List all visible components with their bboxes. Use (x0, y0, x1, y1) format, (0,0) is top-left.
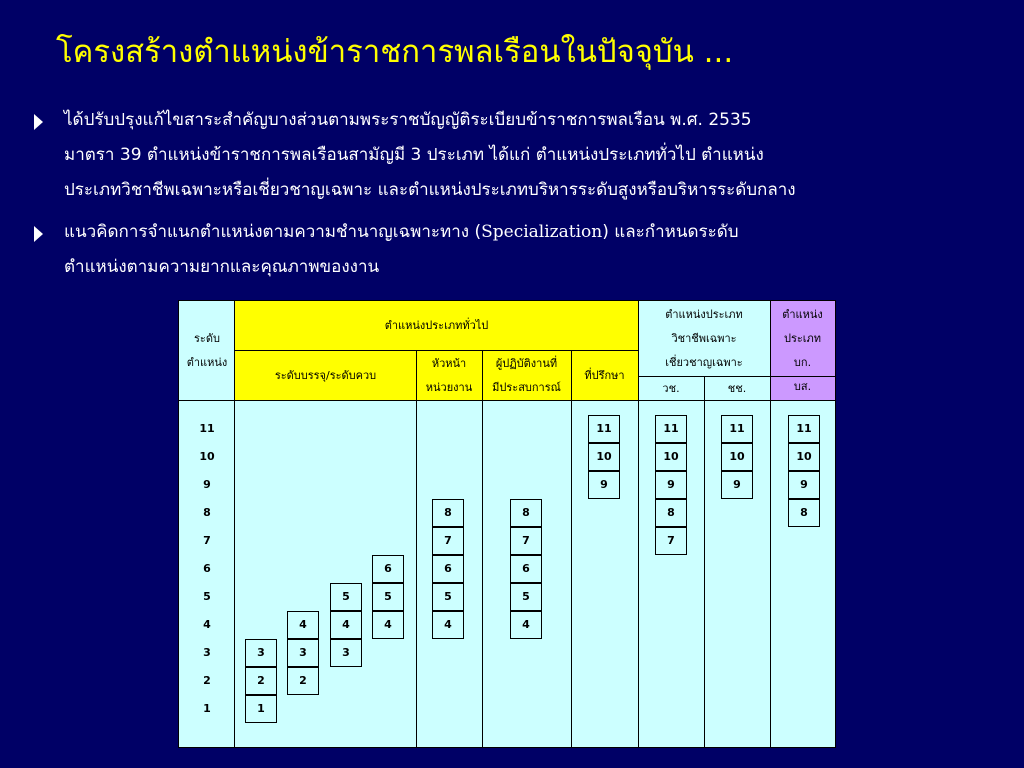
level-number: 8 (203, 506, 211, 519)
position-structure-table (178, 300, 836, 748)
level-number: 11 (199, 422, 215, 435)
unit-head-header (416, 351, 482, 401)
level-header (179, 301, 235, 401)
column-divider (482, 351, 483, 747)
level-box: 10 (721, 443, 753, 471)
entry-level-label: ระดับบรรจุ/ระดับควบ (274, 369, 377, 382)
level-box: 2 (245, 667, 277, 695)
professional-header-line-2: วิชาชีพเฉพาะ (671, 332, 737, 345)
triangle-bullet-icon (34, 114, 43, 130)
bullet-paragraph-1 (34, 103, 796, 208)
experienced-staff-header (482, 351, 571, 401)
level-box: 5 (330, 583, 362, 611)
level-box: 11 (721, 415, 753, 443)
specialization-term: Specialization (481, 222, 603, 242)
level-number: 9 (203, 478, 211, 491)
level-box: 9 (588, 471, 620, 499)
level-box: 9 (721, 471, 753, 499)
level-box: 4 (510, 611, 542, 639)
level-number: 5 (203, 590, 211, 603)
level-number: 2 (203, 674, 211, 687)
column-divider (416, 351, 417, 747)
header-bottom-border (179, 400, 835, 401)
level-number: 3 (203, 646, 211, 659)
level-box: 5 (432, 583, 464, 611)
column-divider (770, 301, 771, 747)
executive-header-line-4: บส. (793, 380, 812, 393)
triangle-bullet-icon (34, 226, 43, 242)
professional-type-header (638, 301, 770, 377)
column-divider (704, 377, 705, 747)
level-box: 7 (432, 527, 464, 555)
advisor-header (571, 351, 638, 401)
column-divider (638, 301, 639, 747)
bullet-paragraph-2 (34, 215, 739, 285)
level-box: 9 (788, 471, 820, 499)
level-header-line-1: ระดับ (194, 332, 220, 345)
level-box: 7 (510, 527, 542, 555)
level-box: 4 (372, 611, 404, 639)
level-box: 1 (245, 695, 277, 723)
executive-header-line-3: บก. (793, 356, 812, 369)
level-box: 10 (655, 443, 687, 471)
level-box: 11 (788, 415, 820, 443)
executive-header-line-2: ประเภท (783, 332, 822, 345)
level-box: 3 (245, 639, 277, 667)
level-number: 1 (203, 702, 211, 715)
executive-header-line-1: ตำแหน่ง (782, 308, 823, 321)
level-box: 6 (432, 555, 464, 583)
page-title: โครงสร้างตำแหน่งข้าราชการพลเรือนในปัจจุบัน ... (56, 34, 734, 70)
level-box: 7 (655, 527, 687, 555)
level-box: 10 (588, 443, 620, 471)
level-box: 2 (287, 667, 319, 695)
executive-type-header (770, 301, 835, 401)
chch-header (704, 377, 770, 401)
level-box: 5 (372, 583, 404, 611)
level-box: 3 (287, 639, 319, 667)
level-box: 9 (655, 471, 687, 499)
entry-level-header (235, 351, 416, 401)
chch-label: ชช. (727, 382, 747, 395)
level-number: 10 (199, 450, 215, 463)
experienced-label-2: มีประสบการณ์ (492, 381, 561, 394)
level-box: 6 (372, 555, 404, 583)
experienced-label-1: ผู้ปฏิบัติงานที่ (495, 357, 558, 370)
level-box: 6 (510, 555, 542, 583)
level-number: 6 (203, 562, 211, 575)
bullet-2-text: แนวคิดการจำแนกตำแหน่งตามความชำนาญเฉพาะทาง ( (64, 222, 482, 242)
level-header-line-2: ตำแหน่ง (186, 356, 228, 369)
level-box: 3 (330, 639, 362, 667)
level-box: 8 (432, 499, 464, 527)
level-box: 11 (588, 415, 620, 443)
row-divider (770, 376, 835, 377)
column-divider (571, 351, 572, 747)
row-divider (235, 350, 638, 351)
bullet-1-line-1: ได้ปรับปรุงแก้ไขสาระสำคัญบางส่วนตามพระราชบัญญัติระเบียบข้าราชการพลเรือน พ.ศ. 2535 (64, 110, 752, 130)
level-box: 8 (655, 499, 687, 527)
level-box: 4 (330, 611, 362, 639)
level-number: 7 (203, 534, 211, 547)
advisor-label: ที่ปรึกษา (584, 369, 625, 382)
unit-head-label-1: หัวหน้า (431, 357, 467, 370)
level-box: 4 (432, 611, 464, 639)
level-box: 11 (655, 415, 687, 443)
wch-label: วช. (662, 382, 680, 395)
wch-header (638, 377, 704, 401)
level-box: 8 (510, 499, 542, 527)
row-divider (638, 376, 770, 377)
level-box: 8 (788, 499, 820, 527)
bullet-2-line-1 (34, 215, 739, 250)
bullet-2-line-2: ตำแหน่งตามความยากและคุณภาพของงาน (64, 257, 380, 277)
professional-header-line-1: ตำแหน่งประเภท (665, 308, 743, 321)
level-box: 5 (510, 583, 542, 611)
bullet-1-line-2: มาตรา 39 ตำแหน่งข้าราชการพลเรือนสามัญมี 3 ประเภท ได้แก่ ตำแหน่งประเภททั่วไป ตำแหน่ง (64, 145, 764, 165)
bullet-2-tail: ) และกำหนดระดับ (602, 222, 739, 242)
general-type-header (235, 301, 638, 351)
level-box: 4 (287, 611, 319, 639)
bullet-1-line-3: ประเภทวิชาชีพเฉพาะหรือเชี่ยวชาญเฉพาะ และตำแหน่งประเภทบริหารระดับสูงหรือบริหารระดับกลาง (64, 180, 796, 200)
general-type-header-label: ตำแหน่งประเภททั่วไป (384, 319, 489, 332)
level-box: 10 (788, 443, 820, 471)
professional-header-line-3: เชี่ยวชาญเฉพาะ (665, 356, 743, 369)
level-number: 4 (203, 618, 211, 631)
unit-head-label-2: หน่วยงาน (425, 381, 473, 394)
